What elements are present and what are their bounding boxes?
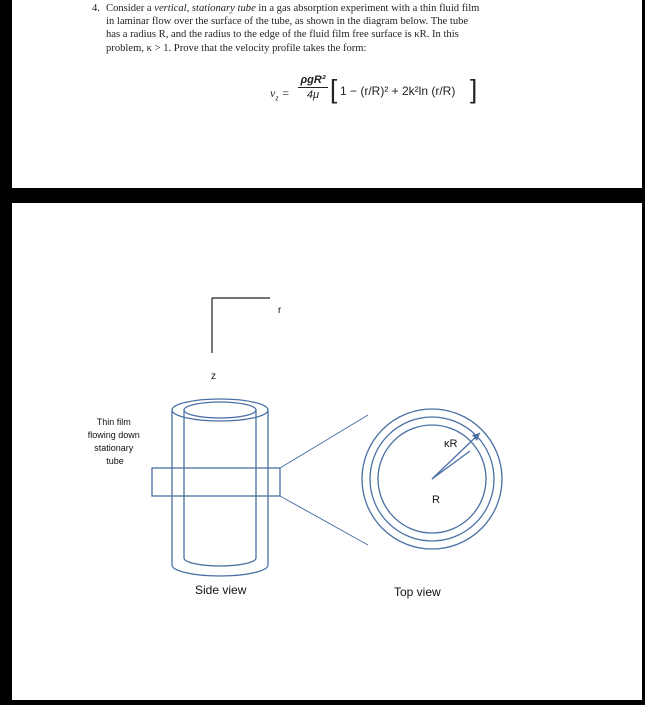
thin-film-label: Thin film flowing down stationary tube <box>87 417 140 466</box>
R-line <box>432 451 470 479</box>
formula-fraction <box>298 74 328 101</box>
diagram-panel <box>12 203 642 700</box>
side-view-label: Side view <box>195 583 247 597</box>
projection-lines <box>280 415 368 545</box>
formula-close-bracket: ] <box>470 74 478 104</box>
r-axis-label: r <box>278 305 282 316</box>
problem-line-3: has a radius R, and the radius to the edge of the fluid film free surface is κR. In this <box>106 29 459 41</box>
cross-section-band <box>152 468 280 496</box>
side-view-tube <box>152 399 280 576</box>
formula-body: 1 − (r/R)² + 2k²ln (r/R) <box>340 84 456 98</box>
problem-panel <box>12 0 642 188</box>
kR-label: κR <box>444 438 458 450</box>
problem-statement <box>92 2 576 55</box>
formula-denominator: 4μ <box>306 89 320 101</box>
inner-top-ellipse <box>184 402 256 418</box>
formula-open-bracket: [ <box>330 74 338 104</box>
z-axis-label: z <box>211 371 216 382</box>
formula-numerator: ρgR² <box>300 74 326 86</box>
formula-lhs: $v_z$ = <box>270 86 290 103</box>
top-view-label: Top view <box>394 585 441 599</box>
axes <box>212 298 270 353</box>
top-view <box>362 409 502 549</box>
tube-diagram <box>12 203 642 700</box>
problem-line-4: problem, κ > 1. Prove that the velocity profile takes the form: <box>106 42 367 54</box>
problem-line-1: Consider a vertical, stationary tube in a gas absorption experiment with a thin fluid film <box>106 3 480 14</box>
problem-number: 4. <box>92 3 100 14</box>
problem-line-2: in laminar flow over the surface of the tube, as shown in the diagram below. The tube <box>106 16 469 28</box>
R-label: R <box>432 494 440 506</box>
